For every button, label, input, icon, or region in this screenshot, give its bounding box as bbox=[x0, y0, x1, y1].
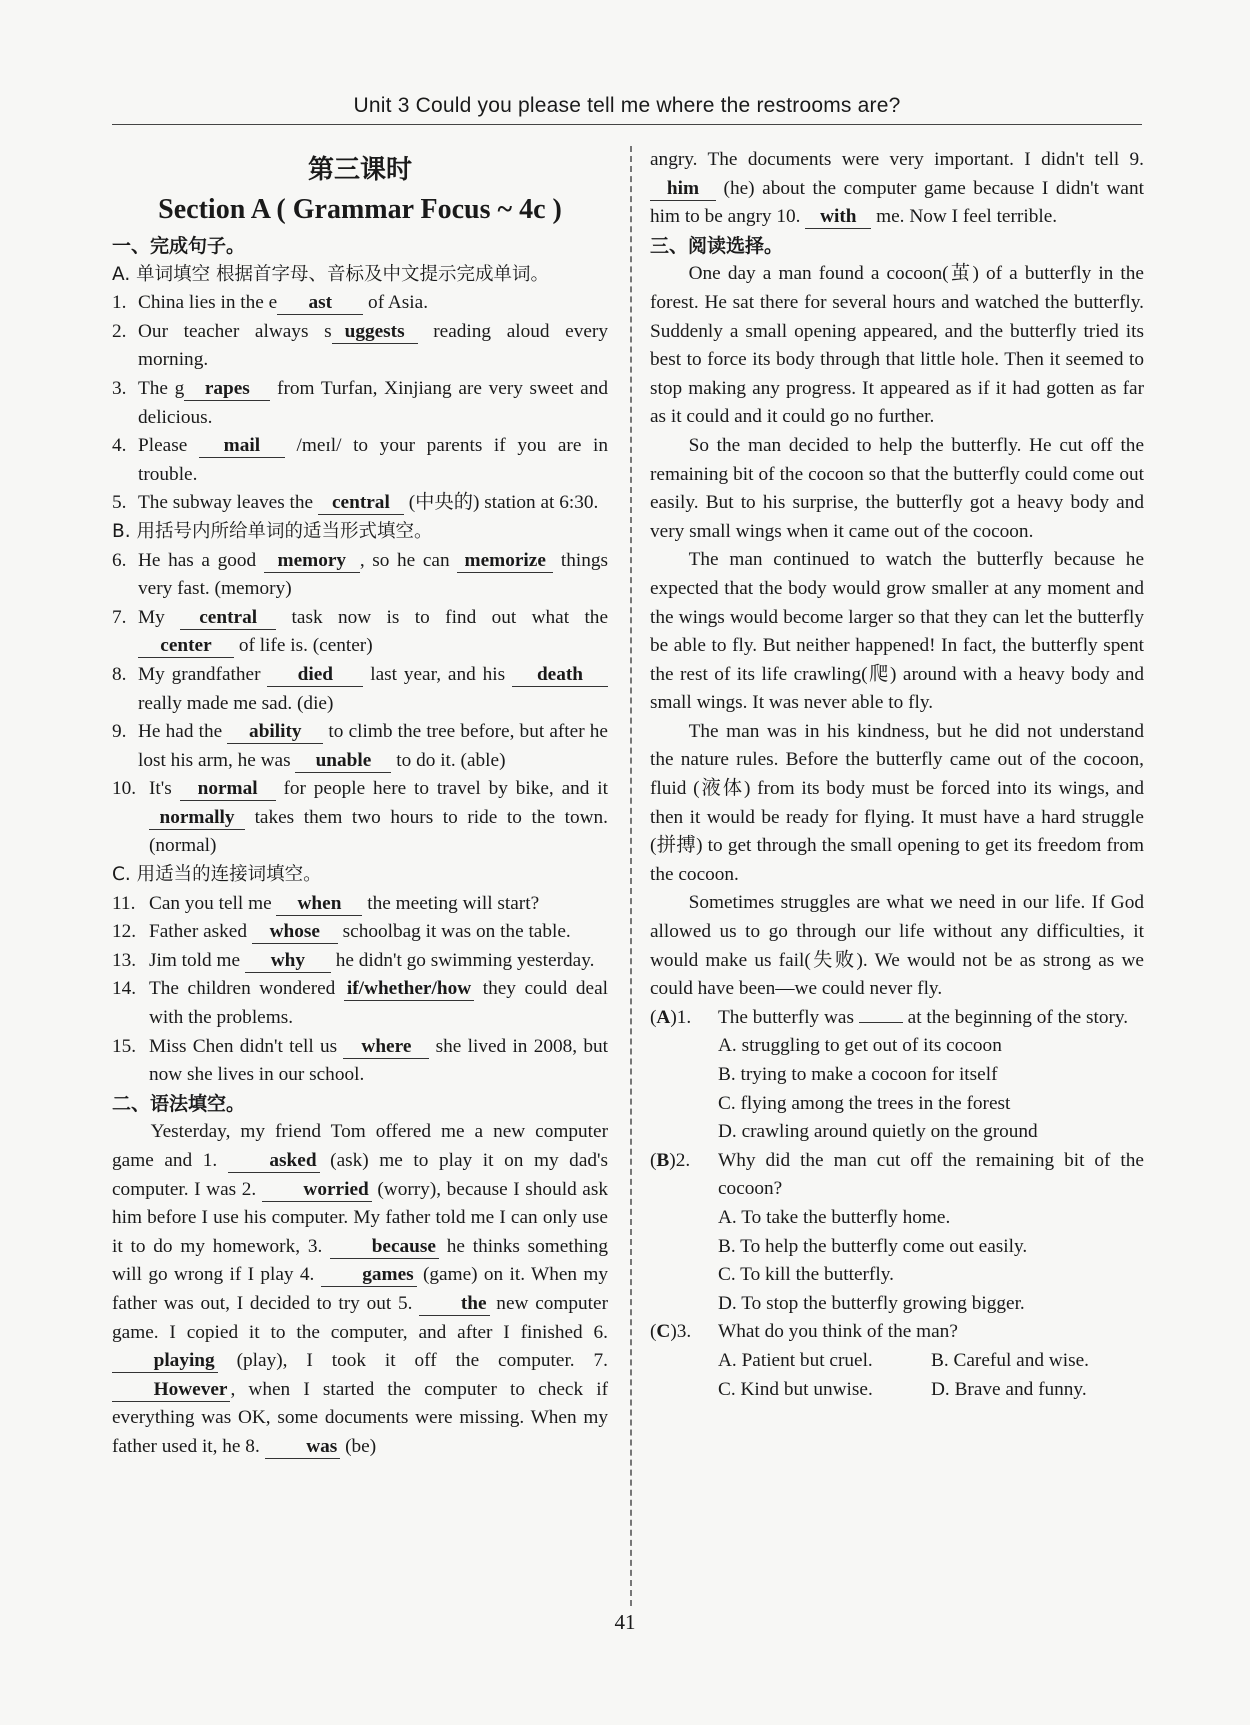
answer-blank: where bbox=[343, 1036, 429, 1059]
answer-blank: asked bbox=[228, 1150, 320, 1173]
question-item bbox=[112, 604, 608, 661]
question-item bbox=[112, 289, 608, 318]
right-column bbox=[650, 146, 1144, 1404]
answer-blank: normal bbox=[180, 778, 276, 801]
mc-option: A. struggling to get out of its cocoon bbox=[718, 1035, 1002, 1057]
answer-blank: uggests bbox=[332, 321, 418, 344]
question-number: 11. bbox=[112, 892, 136, 914]
answer-blank: death bbox=[512, 664, 608, 687]
mc-option: B. Careful and wise. bbox=[931, 1349, 1089, 1371]
mc-answer: C bbox=[656, 1321, 671, 1343]
answer-blank: games bbox=[321, 1264, 417, 1287]
mc-answer: B bbox=[656, 1149, 670, 1171]
question-item bbox=[112, 918, 608, 947]
question-number: 4. bbox=[112, 435, 127, 457]
question-number: 3. bbox=[112, 377, 127, 399]
page-header: Unit 3 Could you please tell me where the restrooms are? bbox=[353, 94, 901, 117]
question-text: Can you tell me when the meeting will start? bbox=[149, 892, 540, 914]
part2-passage-end: angry. The documents were very important. I didn't tell 9. him (he) about the computer game because I didn't want him to be angry 10. with me. Now I feel terrible. bbox=[650, 149, 1144, 228]
question-item bbox=[112, 975, 608, 1032]
mc-answer-tag: (B)2. bbox=[650, 1149, 691, 1171]
question-item bbox=[112, 547, 608, 604]
mc-option: C. flying among the trees in the forest bbox=[718, 1092, 1011, 1114]
answer-blank: whose bbox=[252, 921, 338, 944]
page-number: 41 bbox=[614, 1610, 636, 1634]
question-text: The subway leaves the central (中央的) station at 6:30. bbox=[138, 492, 599, 514]
column-divider bbox=[630, 146, 632, 1606]
question-text: My central task now is to find out what the center of life is. (center) bbox=[138, 606, 609, 657]
mc-question bbox=[650, 1147, 1144, 1204]
reading-paragraph: Sometimes struggles are what we need in our life. If God allowed us to go through our life without any difficulties, it would make us fail(失败). We would not be as strong as we could have been—we could never fly. bbox=[650, 892, 1144, 1000]
question-text: Please mail /meɪl/ to your parents if you are in trouble. bbox=[138, 435, 608, 485]
answer-blank: normally bbox=[149, 807, 245, 830]
question-number: 13. bbox=[112, 949, 137, 971]
part1-b-list bbox=[112, 547, 608, 862]
mc-stem: What do you think of the man? bbox=[718, 1321, 958, 1343]
mc-option: C. To kill the butterfly. bbox=[718, 1264, 894, 1286]
answer-blank: with bbox=[805, 206, 871, 229]
answer-blank: ast bbox=[277, 292, 363, 315]
answer-blank: central bbox=[180, 607, 276, 630]
question-item bbox=[112, 1033, 608, 1090]
section-title: Section A ( Grammar Focus ~ 4c ) bbox=[158, 194, 562, 225]
answer-blank: memorize bbox=[457, 550, 553, 573]
mc-option: D. To stop the butterfly growing bigger. bbox=[718, 1292, 1025, 1314]
question-text: China lies in the e ast of Asia. bbox=[138, 292, 429, 314]
question-text: It's normal for people here to travel by bike, and it normally takes them two hours to ride to the town. (normal) bbox=[149, 778, 608, 857]
question-item bbox=[112, 318, 608, 375]
question-item bbox=[112, 661, 608, 718]
answer-blank: worried bbox=[262, 1179, 372, 1202]
mc-option: D. Brave and funny. bbox=[931, 1378, 1087, 1400]
answer-blank: when bbox=[276, 893, 362, 916]
left-column bbox=[112, 146, 608, 1462]
mc-stem: The butterfly was at the beginning of the story. bbox=[718, 1004, 1144, 1033]
answer-blank: was bbox=[265, 1436, 341, 1459]
reading-paragraph: So the man decided to help the butterfly. He cut off the remaining bit of the cocoon so that the butterfly could come out easily. But to his surprise, the butterfly got a heavy body and very small wings when it came out of the cocoon. bbox=[650, 434, 1144, 542]
question-item bbox=[112, 775, 608, 861]
question-item bbox=[112, 890, 608, 919]
mc-option-row bbox=[650, 1347, 1144, 1376]
answer-blank: why bbox=[245, 950, 331, 973]
mc-option: A. To take the butterfly home. bbox=[718, 1206, 951, 1228]
answer-blank: the bbox=[419, 1293, 489, 1316]
mc-answer: A bbox=[656, 1006, 671, 1028]
mc-stem: Why did the man cut off the remaining bit of the cocoon? bbox=[718, 1149, 1144, 1200]
question-text: The g rapes from Turfan, Xinjiang are very sweet and delicious. bbox=[138, 377, 608, 428]
question-number: 5. bbox=[112, 492, 127, 514]
part1-a-list bbox=[112, 289, 608, 518]
question-text: He has a good memory , so he can memorize things very fast. (memory) bbox=[138, 549, 608, 600]
question-text: Our teacher always s uggests reading aloud every morning. bbox=[138, 320, 608, 371]
mc-question bbox=[650, 1318, 1144, 1347]
question-item bbox=[112, 718, 608, 775]
answer-blank: central bbox=[318, 492, 404, 515]
answer-blank: memory bbox=[264, 550, 360, 573]
question-item bbox=[112, 489, 608, 518]
reading-passage bbox=[650, 260, 1144, 1003]
reading-paragraph: The man was in his kindness, but he did not understand the nature rules. Before the butterfly came out of the cocoon, fluid (液体) from its body must be forced into its wings, and then it would be ready for flying. It must have a hard struggle (拼搏) to get through the small opening to get its freedom from the cocoon. bbox=[650, 720, 1144, 885]
question-item bbox=[112, 432, 608, 489]
question-item bbox=[112, 947, 608, 976]
answer-blank: if/whether/how bbox=[344, 978, 474, 1001]
answer-blank: playing bbox=[112, 1350, 218, 1373]
question-number: 9. bbox=[112, 721, 127, 743]
mc-answer-tag: (A)1. bbox=[650, 1006, 692, 1028]
part1-b-heading: B. 用括号内所给单词的适当形式填空。 bbox=[112, 520, 433, 542]
answer-blank: center bbox=[138, 635, 234, 658]
question-text: Father asked whose schoolbag it was on the table. bbox=[149, 921, 571, 943]
question-text: He had the ability to climb the tree before, but after he lost his arm, he was unable to do it. (able) bbox=[138, 721, 608, 771]
part1-c-list bbox=[112, 890, 608, 1090]
question-number: 6. bbox=[112, 549, 127, 571]
mc-question bbox=[650, 1004, 1144, 1033]
question-number: 1. bbox=[112, 292, 127, 314]
question-text: The children wondered if/whether/how they could deal with the problems. bbox=[149, 978, 608, 1029]
mc-option: D. crawling around quietly on the ground bbox=[718, 1121, 1038, 1143]
question-number: 7. bbox=[112, 606, 127, 628]
answer-blank: unable bbox=[295, 750, 391, 773]
reading-paragraph: The man continued to watch the butterfly because he expected that the body would grow smaller at any moment and the wings would become larger so that they can let the butterfly be able to fly. But neither happened! In fact, the butterfly spent the rest of its life crawling(爬) around with a heavy body and small wings. It was never able to fly. bbox=[650, 549, 1144, 714]
answer-blank: mail bbox=[199, 435, 285, 458]
part1-c-heading: C. 用适当的连接词填空。 bbox=[112, 864, 322, 886]
reading-paragraph: One day a man found a cocoon(茧) of a butterfly in the forest. He sat there for several hours and watched the butterfly. Suddenly a small opening appeared, and the butterfly tried its best to force its body through that little hole. Then it seemed to stop making any progress. It appeared as if it had gotten as far as it could and it could go no further. bbox=[650, 263, 1144, 428]
question-number: 8. bbox=[112, 663, 127, 685]
stem-blank bbox=[859, 1004, 903, 1023]
part2-passage-start: Yesterday, my friend Tom offered me a new computer game and 1. asked (ask) me to play it on my dad's computer. I was 2. worried (worry), because I should ask him before I use his computer. My father told me I can only use it to do my homework, 3. because he thinks something will go wrong if I play 4. games (game) on it. When my father was out, I decided to try out 5. the new computer game. I copied it to the computer, and after I finished 6. playing (play), I took it off the computer. 7. However , when I started the computer to check if everything was OK, some documents were missing. When my father used it, he 8. was (be) bbox=[112, 1121, 609, 1457]
question-number: 15. bbox=[112, 1035, 137, 1057]
mc-answer-tag: (C)3. bbox=[650, 1321, 692, 1343]
mc-option: C. Kind but unwise. bbox=[718, 1378, 873, 1400]
part1-a-heading: A. 单词填空 根据首字母、音标及中文提示完成单词。 bbox=[112, 263, 549, 285]
answer-blank: However bbox=[112, 1379, 230, 1402]
header-rule bbox=[112, 124, 1142, 125]
mc-option: A. Patient but cruel. bbox=[718, 1349, 873, 1371]
question-text: My grandfather died last year, and his death really made me sad. (die) bbox=[138, 661, 608, 718]
mc-option: B. To help the butterfly come out easily. bbox=[718, 1235, 1028, 1257]
mc-option-row bbox=[650, 1376, 1144, 1405]
answer-blank: rapes bbox=[184, 378, 270, 401]
question-number: 10. bbox=[112, 778, 137, 800]
question-number: 14. bbox=[112, 978, 137, 1000]
answer-blank: died bbox=[267, 664, 363, 687]
question-text: Miss Chen didn't tell us where she lived in 2008, but now she lives in our school. bbox=[149, 1035, 608, 1086]
reading-questions bbox=[650, 1004, 1144, 1404]
question-number: 12. bbox=[112, 921, 137, 943]
question-number: 2. bbox=[112, 320, 127, 342]
mc-option: B. trying to make a cocoon for itself bbox=[718, 1064, 998, 1085]
answer-blank: because bbox=[330, 1236, 439, 1259]
part1-heading: 一、完成句子。 bbox=[112, 235, 246, 257]
question-item bbox=[112, 375, 608, 432]
question-text: Jim told me why he didn't go swimming yesterday. bbox=[149, 949, 595, 971]
answer-blank: ability bbox=[227, 721, 323, 744]
part3-heading: 三、阅读选择。 bbox=[650, 234, 784, 257]
lesson-title: 第三课时 bbox=[307, 155, 412, 185]
answer-blank: him bbox=[650, 178, 716, 201]
part2-heading: 二、语法填空。 bbox=[112, 1092, 246, 1115]
